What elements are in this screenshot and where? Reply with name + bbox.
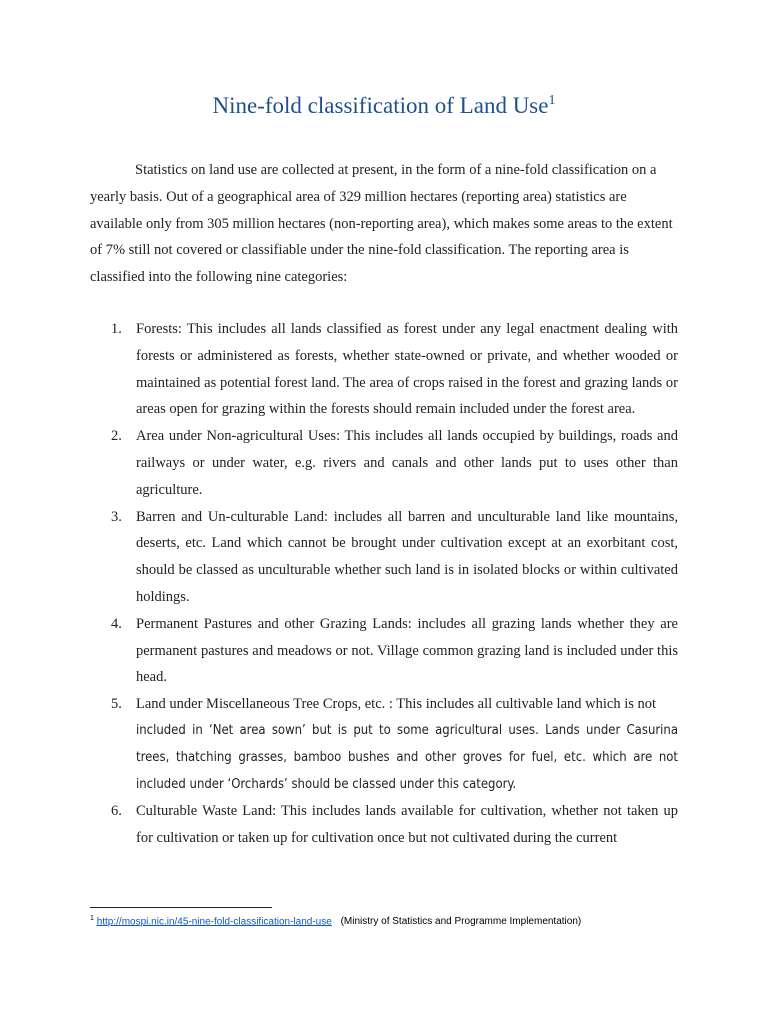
title-text: Nine-fold classification of Land Use: [212, 93, 549, 118]
list-item: [0, 691, 768, 798]
category-list: [0, 316, 768, 852]
list-item: [0, 611, 768, 691]
list-item-number: 5.: [111, 696, 122, 713]
list-item-text: Culturable Waste Land: This includes lands available for cultivation, whether not taken up for cultivation or taken up for cultivation once but not cultivated during the current: [136, 803, 678, 847]
list-item: [0, 798, 768, 852]
list-item: [0, 504, 768, 611]
list-item-number: 1.: [111, 321, 122, 337]
list-item-text: Barren and Un-culturable Land: includes all barren and unculturable land like mountains, deserts, etc. Land which cannot be brought under cultivation except at an exorbitant cost, should be classed as unculturable whether such land is in isolated blocks or within cultivated holdings.: [136, 508, 678, 605]
page-title: [0, 93, 768, 119]
footnote: [90, 915, 581, 927]
title-footnote-ref[interactable]: 1: [548, 93, 556, 108]
footnote-separator: [90, 907, 272, 908]
footnote-link[interactable]: http://mospi.nic.in/45-nine-fold-classification-land-use: [96, 916, 332, 928]
list-item-number: 2.: [111, 428, 122, 445]
list-item: [0, 316, 768, 423]
list-item-text-continued: included in ‘Net area sown’ but is put to some agricultural uses. Lands under Casurina trees, thatching grasses, bamboo bushes and other groves for fuel, etc. which are not included under ‘Orchards’ should be classed under this category.: [136, 722, 678, 792]
list-item-text: Permanent Pastures and other Grazing Lands: includes all grazing lands whether they are permanent pastures and meadows or not. Village common grazing land is included under this head.: [136, 615, 678, 686]
list-item: [0, 423, 768, 503]
list-item-text: Forests: This includes all lands classified as forest under any legal enactment dealing with forests or administered as forests, whether state-owned or private, and whether wooded or maintained as potential forest land. The area of crops raised in the forest and grazing lands or areas open for grazing within the forests should remain included under the forest area.: [136, 321, 678, 418]
footnote-note: (Ministry of Statistics and Programme Implementation): [340, 916, 582, 928]
intro-text: Statistics on land use are collected at present, in the form of a nine-fold classification on a yearly basis. Out of a geographical area of 329 million hectares (reporting area) statistics are available only from 305 million hectares (non-reporting area), which makes some areas to the extent of 7% still not covered or classifiable under the nine-fold classification. The reporting area is classified into the following nine categories:: [90, 162, 673, 286]
list-item-number: 6.: [111, 803, 122, 820]
list-item-number: 3.: [111, 508, 122, 525]
list-item-number: 4.: [111, 615, 122, 632]
list-item-text: Area under Non-agricultural Uses: This includes all lands occupied by buildings, roads and railways or under water, e.g. rivers and canals and other lands put to uses other than agriculture.: [136, 428, 678, 498]
intro-paragraph: [90, 157, 680, 291]
list-item-text: Land under Miscellaneous Tree Crops, etc. : This includes all cultivable land which is not: [136, 696, 657, 713]
footnote-ref: 1: [90, 915, 94, 922]
